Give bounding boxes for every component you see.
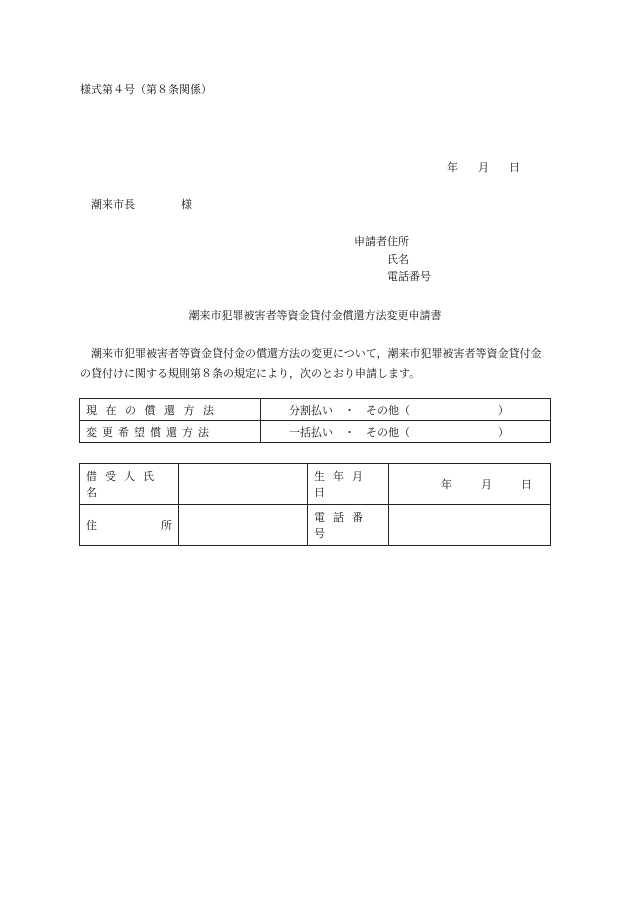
current-method-label: 現在の償還方法 — [80, 399, 261, 421]
address-label — [80, 505, 179, 546]
applicant-phone-label: 電話番号 — [387, 270, 431, 283]
document-body: 潮来市犯罪被害者等資金貸付金の償還方法の変更について，潮来市犯罪被害者等資金貸付金の貸付けに関する規則第８条の規定により，次のとおり申請します。 — [80, 347, 542, 380]
birth-month-label: 月 — [481, 478, 492, 491]
borrower-table — [79, 463, 551, 546]
birth-date-label: 生年月日 — [308, 464, 389, 505]
date-month-label: 月 — [478, 161, 489, 174]
addressee — [91, 196, 192, 212]
address-label-first: 住 — [86, 519, 97, 532]
desired-method-options[interactable]: 一括払い ・ その他（ ） — [261, 421, 551, 443]
desired-method-label: 変更希望償還方法 — [80, 421, 261, 443]
date-line — [447, 159, 520, 175]
table-row — [80, 421, 551, 443]
address-field[interactable] — [179, 505, 308, 546]
table-row — [80, 505, 551, 546]
addressee-name: 潮来市長 — [91, 198, 135, 211]
applicant-address-label: 申請者住所 — [354, 235, 409, 248]
birth-date-field[interactable] — [389, 464, 551, 505]
phone-label: 電話番号 — [308, 505, 389, 546]
document-title: 潮来市犯罪被害者等資金貸付金償還方法変更申請書 — [188, 309, 442, 322]
borrower-name-label: 借受人氏名 — [80, 464, 179, 505]
applicant-name-label: 氏名 — [387, 252, 409, 266]
table-row — [80, 464, 551, 505]
phone-field[interactable] — [389, 505, 551, 546]
table-row — [80, 399, 551, 421]
form-number: 様式第４号（第８条関係） — [80, 83, 212, 96]
current-method-options[interactable]: 分割払い ・ その他（ ） — [261, 399, 551, 421]
birth-year-label: 年 — [441, 478, 452, 491]
address-label-second: 所 — [161, 519, 172, 532]
borrower-name-field[interactable] — [179, 464, 308, 505]
applicant-block — [354, 233, 431, 286]
addressee-honorific: 様 — [181, 198, 192, 211]
date-day-label: 日 — [509, 161, 520, 174]
birth-day-label: 日 — [521, 478, 532, 491]
date-year-label: 年 — [447, 161, 458, 174]
repayment-method-table — [79, 398, 551, 443]
